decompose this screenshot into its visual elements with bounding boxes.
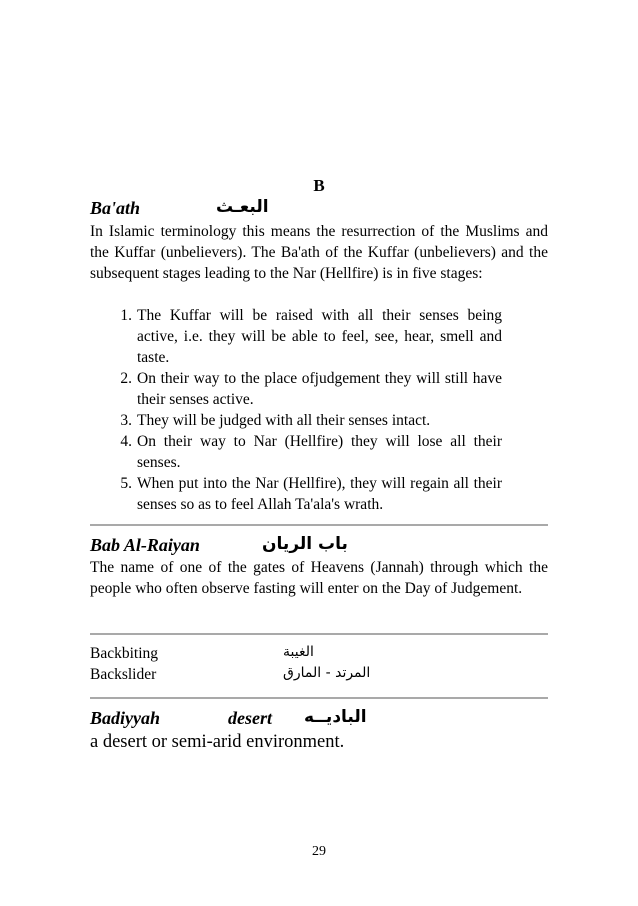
stages-list xyxy=(100,305,502,515)
list-item-number: 2. xyxy=(120,370,132,387)
entry-arabic-bab-al-raiyan: باب الريان xyxy=(262,534,348,554)
list-item-text: When put into the Nar (Hellfire), they will regain all their senses so as to feel Allah Ta'ala's wrath. xyxy=(137,475,502,513)
list-item xyxy=(100,473,502,515)
entry-arabic-badiyyah: الباديــه xyxy=(304,707,367,727)
list-item-text: The Kuffar will be raised with all their senses being active, i.e. they will be able to feel, see, hear, smell and taste. xyxy=(137,307,502,366)
list-item xyxy=(100,431,502,473)
entry-definition-badiyyah: a desert or semi-arid environment. xyxy=(90,732,345,752)
list-item xyxy=(100,368,502,410)
section-letter: B xyxy=(313,176,325,195)
list-item-number: 5. xyxy=(120,475,132,492)
list-item-number: 4. xyxy=(120,433,132,450)
entry-term-backbiting: Backbiting xyxy=(90,645,159,662)
entry-translation-badiyyah: desert xyxy=(228,708,272,728)
list-item-text: They will be judged with all their senses intact. xyxy=(137,412,431,429)
entry-definition-bab-al-raiyan: The name of one of the gates of Heavens (Jannah) through which the people who often observe fasting will enter on the Day of Judgement. xyxy=(90,559,548,597)
entry-definition-baath: In Islamic terminology this means the resurrection of the Muslims and the Kuffar (unbelievers). The Ba'ath of the Kuffar (unbelievers) and the subsequent stages leading to the Nar (Hellfire) is in five stages: xyxy=(90,223,548,282)
list-item-text: On their way to Nar (Hellfire) they will lose all their senses. xyxy=(137,433,502,471)
list-item xyxy=(100,305,502,368)
entry-term-backslider: Backslider xyxy=(90,666,157,683)
section-divider xyxy=(90,524,548,526)
list-item-number: 3. xyxy=(120,412,132,429)
list-item xyxy=(100,410,502,431)
entry-arabic-backbiting: الغيبة xyxy=(283,644,314,660)
section-divider xyxy=(90,633,548,635)
entry-term-baath: Ba'ath xyxy=(90,198,141,218)
section-divider xyxy=(90,697,548,699)
list-item-number: 1. xyxy=(120,307,132,324)
entry-arabic-baath: البعـث xyxy=(216,197,269,217)
page-number: 29 xyxy=(312,844,326,859)
entry-term-badiyyah: Badiyyah xyxy=(90,708,160,728)
list-item-text: On their way to the place ofjudgement they will still have their senses active. xyxy=(137,370,502,408)
entry-arabic-backslider: المرتد - المارق xyxy=(283,665,371,681)
entry-term-bab-al-raiyan: Bab Al-Raiyan xyxy=(90,535,200,555)
